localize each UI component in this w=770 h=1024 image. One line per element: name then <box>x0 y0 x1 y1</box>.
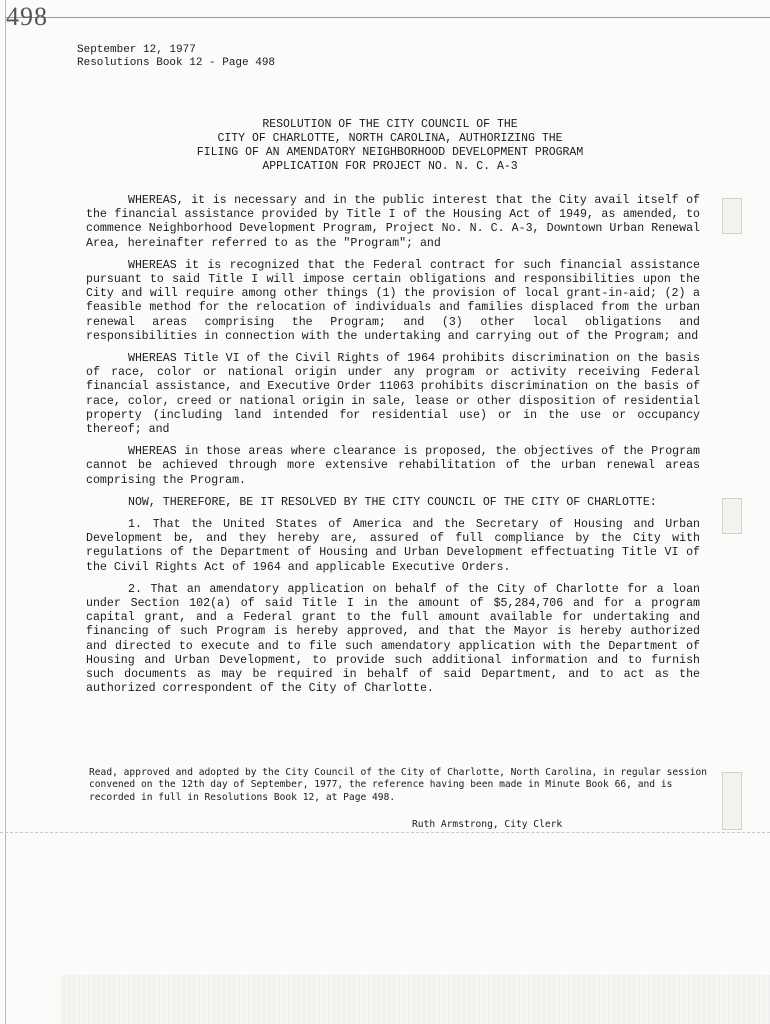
title-line: RESOLUTION OF THE CITY COUNCIL OF THE <box>262 118 518 131</box>
header-date: September 12, 1977 <box>77 44 196 56</box>
title-line: FILING OF AN AMENDATORY NEIGHBORHOOD DEVELOPMENT PROGRAM <box>196 146 584 159</box>
page-left-border <box>5 0 6 1024</box>
resolution-item-2: 2. That an amendatory application on behalf of the City of Charlotte for a loan under Section 102(a) of said Title I in the amount of $5,284,706 and for a program capital grant, and a Federal grant to the full amount available for undertaking and financing of such Program is hereby approved, and that the Mayor is hereby authorized and directed to execute and to file such amendatory application with the Department of Housing and Urban Development, to provide such additional information and to furnish such documents as may be required in behalf of said Department, and to act as the authorized correspondent of the City of Charlotte. <box>86 582 700 696</box>
margin-mark <box>722 498 742 534</box>
city-clerk-signature: Ruth Armstrong, City Clerk <box>412 819 563 830</box>
resolved-clause: NOW, THEREFORE, BE IT RESOLVED BY THE CITY COUNCIL OF THE CITY OF CHARLOTTE: <box>128 495 657 509</box>
title-line: APPLICATION FOR PROJECT NO. N. C. A-3 <box>262 160 518 173</box>
header-book-reference: Resolutions Book 12 - Page 498 <box>77 57 276 69</box>
whereas-paragraph-civil-rights: WHEREAS Title VI of the Civil Rights of 1964 prohibits discrimination on the basis of race, color or national origin under any program or activity receiving Federal financial assistance, and Executive Order 11063 prohibits discrimination on the basis of race, color, creed or national origin in sale, lease or other disposition of residential property (including land intended for residential use) or in the use or occupancy thereof; and <box>86 352 700 437</box>
title-line: CITY OF CHARLOTTE, NORTH CAROLINA, AUTHORIZING THE <box>217 132 563 145</box>
page-number: 498 <box>6 2 48 31</box>
margin-mark <box>722 198 742 234</box>
certification-note: Read, approved and adopted by the City Council of the City of Charlotte, North Carolina, in regular session convened on the 12th day of September, 1977, the reference having been made in Minute Book 66, and is recorded in full in Resolutions Book 12, at Page 498. <box>89 767 708 803</box>
document-header <box>77 44 275 70</box>
scan-artifact <box>60 975 770 1024</box>
whereas-paragraph-federal-contract: WHEREAS it is recognized that the Federal contract for such financial assistance pursuant to said Title I will impose certain obligations and responsibilities upon the City and will require among other things (1) the provision of local grant-in-aid; (2) a feasible method for the relocation of individuals and families displaced from the urban renewal areas comprising the Program; and (3) other local obligations and responsibilities in connection with the undertaking and carrying out of the Program; and <box>86 258 700 343</box>
margin-mark <box>722 772 742 830</box>
section-divider <box>0 832 770 833</box>
page-top-rule <box>6 17 770 18</box>
whereas-paragraph-public-interest: WHEREAS, it is necessary and in the public interest that the City avail itself of the financial assistance provided by Title I of the Housing Act of 1949, as amended, to commence Neighborhood Development Program, Project No. N. C. A-3, Downtown Urban Renewal Area, hereinafter referred to as the "Program"; and <box>86 194 700 250</box>
resolution-title <box>70 118 710 174</box>
whereas-paragraph-clearance: WHEREAS in those areas where clearance is proposed, the objectives of the Program cannot be achieved through more extensive rehabilitation of the urban renewal areas comprising the Program. <box>86 445 700 487</box>
resolution-item-1: 1. That the United States of America and the Secretary of Housing and Urban Development be, and they hereby are, assured of full compliance by the City with regulations of the Department of Housing and Urban Development effectuating Title VI of the Civil Rights Act of 1964 and applicable Executive Orders. <box>86 518 700 574</box>
resolution-body <box>86 194 700 705</box>
